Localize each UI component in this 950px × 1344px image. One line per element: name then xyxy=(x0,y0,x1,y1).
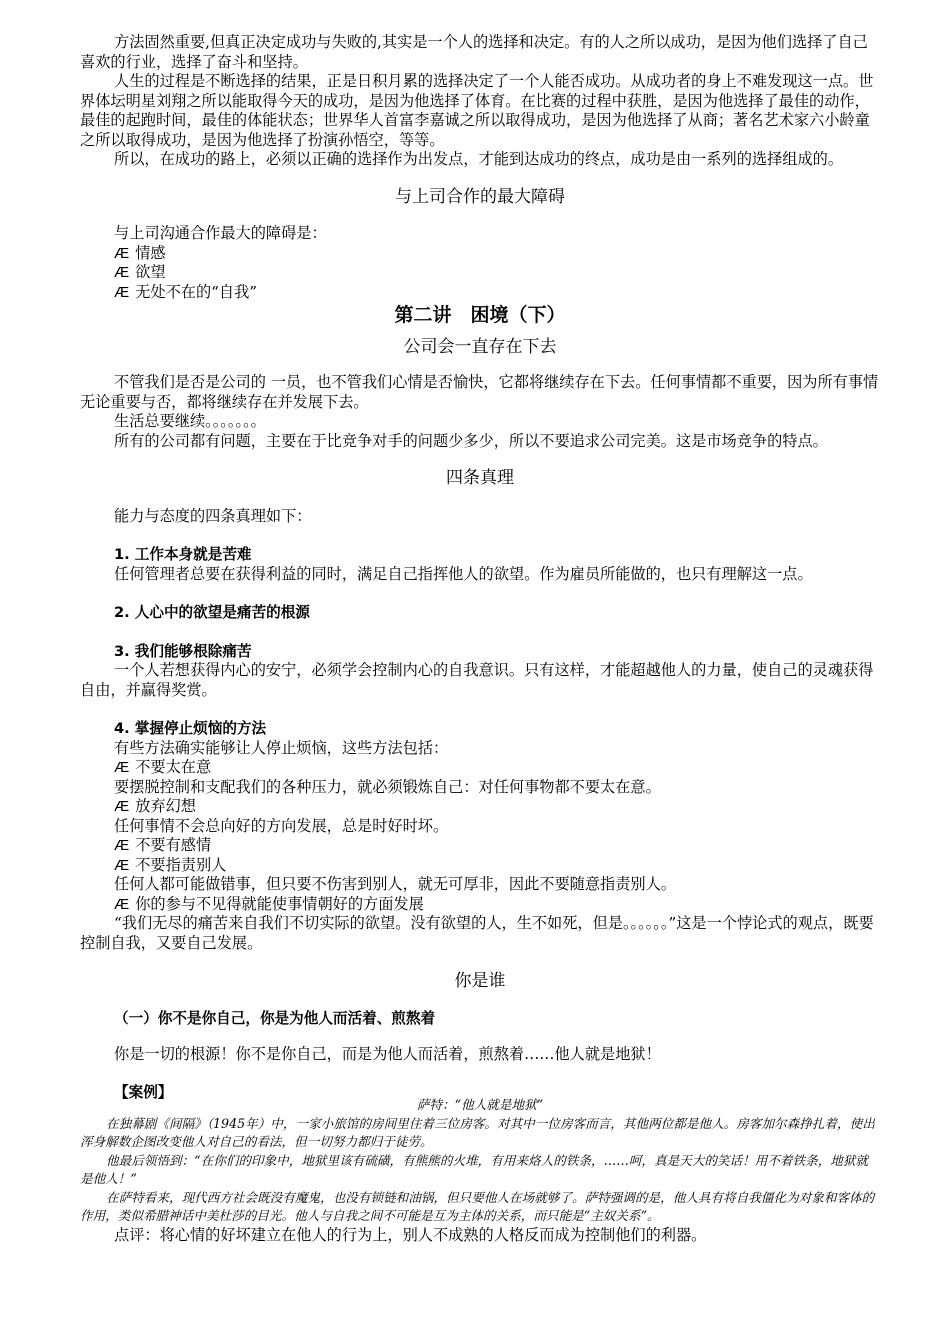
lecture-title: 第二讲 困境（下） xyxy=(394,304,566,326)
company-paragraph: 所有的公司都有问题，主要在于比竞争对手的问题少多少，所以不要追求公司完美。这是市场竞争的特点。 xyxy=(114,431,828,450)
who-subheading: （一）你不是你自己，你是为他人而活着、煎熬着 xyxy=(114,1009,436,1027)
bullet-item xyxy=(80,895,880,915)
bullet-item xyxy=(80,283,880,303)
case-paragraph: 在萨特看来，现代西方社会既没有魔鬼，也没有锁链和油锅，但只要他人在场就够了。萨特强调的是，他人具有将自我僵化为对象和客体的作用，类似希腊神话中美杜莎的目光。他人与自我之间不可能是互为主体的关系，而只能是“主奴关系”。 xyxy=(80,1189,875,1223)
bullet-text: 不要有感情 xyxy=(135,836,212,854)
bullet-text: 不要指责别人 xyxy=(135,855,227,874)
bullet-item xyxy=(80,758,880,778)
who-paragraph: 你是一切的根源！你不是你自己，而是为他人而活着，煎熬着……他人就是地狱！ xyxy=(114,1045,661,1063)
intro-paragraph: 人生的过程是不断选择的结果，正是日积月累的选择决定了一个人能否成功。从成功者的身上不难发现这一点。世界体坛明星刘翔之所以能取得今天的成功，是因为他选择了体育。在比赛的过程中获胜，是因为他选择了最佳的动作，最佳的起跑时间，最佳的体能状态；世界华人首富李嘉诚之所以取得成功，是因为他选择了从商；著名艺术家六小龄童之所以取得成功，是因为他选择了扮演孙悟空，等等。 xyxy=(80,72,874,149)
section-heading-who: 你是谁 xyxy=(454,971,506,991)
bullet-glyph: Æ xyxy=(114,895,130,913)
bullet-item xyxy=(80,836,880,856)
bullet-text: 你的参与不见得就能使事情朝好的方面发展 xyxy=(135,894,424,913)
bullet-text: 放弃幻想 xyxy=(135,797,196,815)
truths-quote: “我们无尽的痛苦来自我们不切实际的欲望。没有欲望的人，生不如死，但是。。。。。。”这是一个悖论式的观点，既要控制自我，又要自己发展。 xyxy=(80,914,874,952)
section-heading-obstacle: 与上司合作的最大障碍 xyxy=(395,186,565,207)
bullet-glyph: Æ xyxy=(114,759,130,776)
bullet-glyph: Æ xyxy=(114,283,130,301)
truth-body: 任何管理者总要在获得利益的同时，满足自己指挥他人的欲望。作为雇员所能做的，也只有理解这一点。 xyxy=(114,564,813,583)
intro-paragraph: 方法固然重要,但真正决定成功与失败的,其实是一个人的选择和决定。有的人之所以成功，是因为他们选择了自己喜欢的行业，选择了奋斗和坚持。 xyxy=(80,33,868,71)
bullet-text: 不要太在意 xyxy=(135,758,212,776)
obstacle-lead: 与上司沟通合作最大的障碍是： xyxy=(114,224,327,242)
bullet-item xyxy=(80,797,880,817)
case-comment: 点评：将心情的好坏建立在他人的行为上，别人不成熟的人格反而成为控制他们的利器。 xyxy=(114,1225,707,1244)
document-page xyxy=(80,33,880,1245)
bullet-text: 无处不在的“自我” xyxy=(135,282,258,301)
case-block xyxy=(80,1096,880,1226)
truth-title: 1. 工作本身就是苦难 xyxy=(114,546,252,563)
section-heading-company: 公司会一直存在下去 xyxy=(403,336,557,357)
bullet-item xyxy=(80,263,880,283)
intro-paragraph: 所以，在成功的路上，必须以正确的选择作为出发点，才能到达成功的终点，成功是由一系列的选择组成的。 xyxy=(114,150,843,168)
truth-body: 一个人若想获得内心的安宁，必须学会控制内心的自我意识。只有这样，才能超越他人的力量，使自己的灵魂获得自由，并赢得奖赏。 xyxy=(80,661,874,699)
truth-title: 3. 我们能够根除痛苦 xyxy=(114,642,252,660)
truths-lead: 能力与态度的四条真理如下： xyxy=(114,506,312,525)
bullet-text: 情感 xyxy=(135,243,166,262)
bullet-item xyxy=(80,856,880,876)
case-title: 萨特：“他人就是地狱” xyxy=(416,1097,544,1112)
section-heading-truths: 四条真理 xyxy=(446,468,514,488)
case-label: 【案例】 xyxy=(114,1083,173,1101)
truth-body: 有些方法确实能够让人停止烦恼，这些方法包括： xyxy=(114,738,449,757)
bullet-text: 欲望 xyxy=(135,263,166,281)
bullet-glyph: Æ xyxy=(114,837,130,854)
company-paragraph: 生活总要继续。。。。。。。 xyxy=(114,412,266,430)
method-body: 要摆脱控制和支配我们的各种压力，就必须锻炼自己：对任何事物都不要太在意。 xyxy=(114,777,661,796)
company-paragraph: 不管我们是否是公司的 一员，也不管我们心情是否愉快，它都将继续存在下去。任何事情都不重要，因为所有事情无论重要与否，都将继续存在并发展下去。 xyxy=(80,373,879,411)
case-paragraph: 他最后领悟到：“在你们的印象中，地狱里该有硫磺，有熊熊的火堆，有用来烙人的铁条，……呵，真是天大的笑话！用不着铁条，地狱就是他人！” xyxy=(80,1152,869,1186)
method-body: 任何事情不会总向好的方向发展，总是时好时坏。 xyxy=(114,816,449,835)
truth-title: 2. 人心中的欲望是痛苦的根源 xyxy=(114,604,310,621)
method-body: 任何人都可能做错事，但只要不伤害到别人，就无可厚非，因此不要随意指责别人。 xyxy=(114,875,676,893)
bullet-glyph: Æ xyxy=(114,856,130,874)
truth-title: 4. 掌握停止烦恼的方法 xyxy=(114,720,267,737)
bullet-glyph: Æ xyxy=(114,798,130,815)
bullet-glyph: Æ xyxy=(114,264,130,281)
bullet-item xyxy=(80,244,880,264)
case-paragraph: 在独幕剧《间隔》（1945年）中，一家小旅馆的房间里住着三位房客。对其中一位房客而言，其他两位都是他人。房客加尔森挣扎着，使出浑身解数企图改变他人对自己的看法，但一切努力都归于徒劳。 xyxy=(80,1115,875,1149)
bullet-glyph: Æ xyxy=(114,244,130,262)
